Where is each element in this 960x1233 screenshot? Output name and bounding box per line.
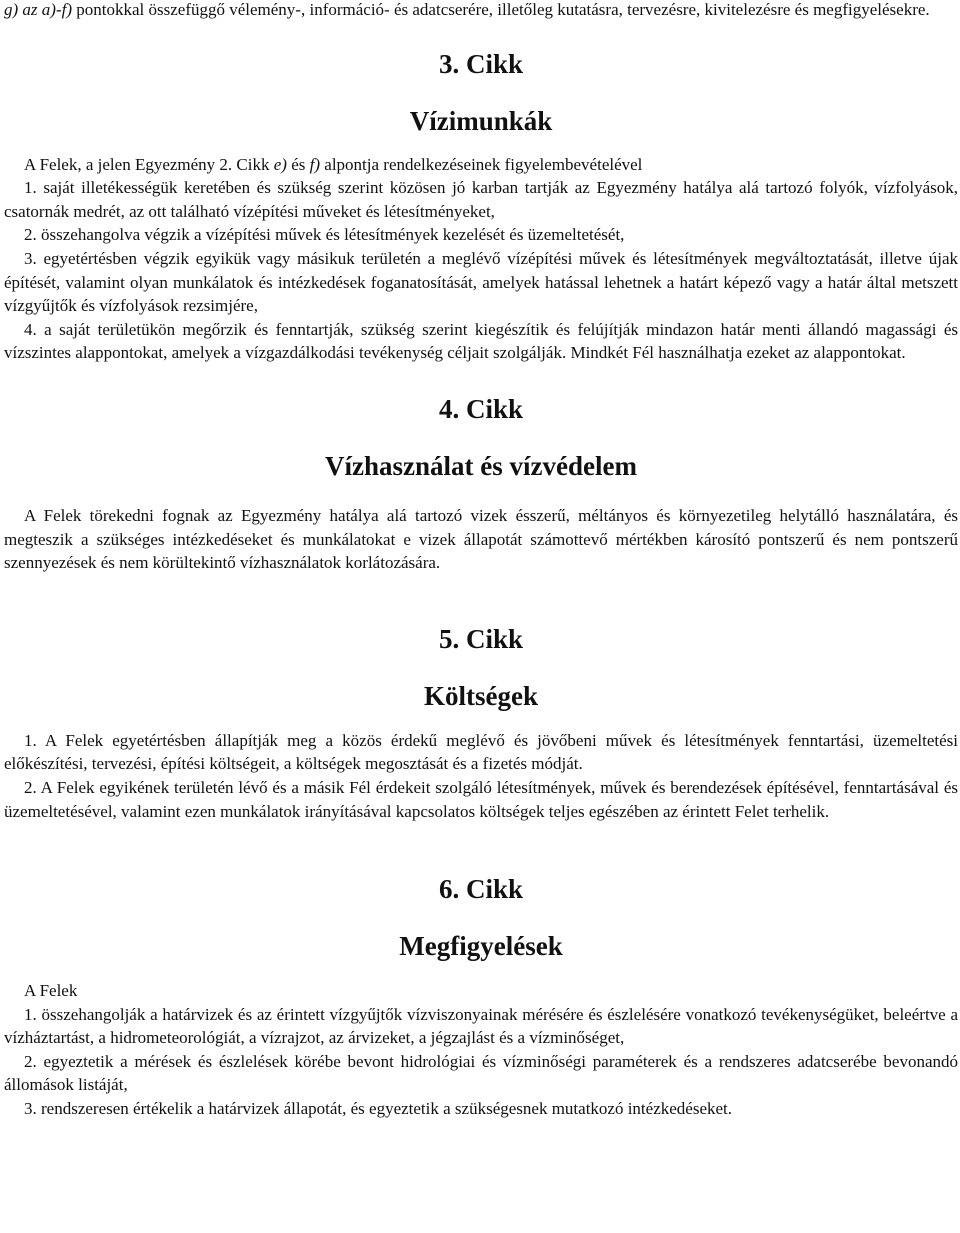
article-3-item-3: 3. egyetértésben végzik egyikük vagy másikuk területén a meglévő vízépítési művek és létesítmények megváltoztatását, illetve újak építését, valamint olyan munkálatok és intézkedések foganatosítását, amelyek hatással lehetnek a határt képező vagy a határ által metszett vízgyűjtők és vízfolyások rezsimjére, bbox=[4, 248, 958, 316]
article-4-body: A Felek törekedni fognak az Egyezmény hatálya alá tartozó vizek ésszerű, méltányos és környezetileg helytálló használatára, és megteszik a szükséges intézkedéseket és munkálatokat e vizek állapotát számottevő mértékben károsító pontszerű és nem pontszerű szennyezések és nem körültekintő vízhasználatok korlátozására. bbox=[4, 505, 958, 573]
article-6-number: 6. Cikk bbox=[438, 874, 524, 905]
article-4-number: 4. Cikk bbox=[438, 393, 524, 424]
article-5-item-1: 1. A Felek egyetértésben állapítják meg a közös érdekű meglévő és jövőbeni művek és létesítmények fenntartási, üzemeltetési előkészítési, tervezési, építési költségeit, a költségek megosztását és a fizetés módját. bbox=[4, 730, 958, 774]
article-5-title: Költségek bbox=[424, 680, 538, 711]
article-3-lead-rest: alpontja rendelkezéseinek figyelembevételével bbox=[324, 154, 643, 174]
intro-text: pontokkal összefüggő vélemény-, információ- és adatcserére, illetőleg kutatásra, tervezésre, kivitelezésre és megfigyelésekre. bbox=[76, 0, 930, 19]
article-3-lead-e: e) bbox=[273, 154, 287, 174]
article-6-lead: A Felek bbox=[24, 981, 78, 1001]
article-3-lead-and: és bbox=[291, 154, 306, 174]
article-5-number: 5. Cikk bbox=[438, 623, 524, 654]
intro-paragraph bbox=[4, 0, 958, 22]
article-3-item-2: 2. összehangolva végzik a vízépítési művek és létesítmények kezelését és üzemeltetését, bbox=[24, 225, 625, 245]
article-6-title: Megfigyelések bbox=[399, 931, 563, 962]
article-5-item-2: 2. A Felek egyikének területén lévő és a másik Fél érdekeit szolgáló létesítmények, művek és berendezések építésével, fenntartásával és üzemeltetésével, valamint ezen munkálatok irányításával kapcsolatos költségek teljes egészében az érintett Felet terhelik. bbox=[4, 777, 958, 821]
article-6-item-1: 1. összehangolják a határvizek és az érintett vízgyűjtők vízviszonyainak mérésére és észlelésére vonatkozó tevékenységüket, beleértve a vízháztartást, a hidrometeorológiát, a vízrajzot, az árvizeket, a jégzajlást és a vízminőséget, bbox=[4, 1004, 958, 1048]
article-3-item-1: 1. saját illetékességük keretében és szükség szerint közösen jó karban tartják az Egyezmény hatálya alá tartozó folyók, vízfolyások, csatornák medrét, az ott található vízépítési műveket és létesítményeket, bbox=[4, 178, 958, 221]
intro-ref-af: a)-f) bbox=[41, 0, 72, 19]
article-3-number: 3. Cikk bbox=[438, 48, 524, 79]
article-4-title: Vízhasználat és vízvédelem bbox=[325, 450, 637, 481]
article-3-title: Vízimunkák bbox=[409, 105, 553, 136]
article-6-item-2: 2. egyeztetik a mérések és észlelések körébe bevont hidrológiai és vízminőségi paraméterek és a rendszeres adatcserébe bevonandó állomások listáját, bbox=[4, 1051, 958, 1095]
intro-ref-g: g) az bbox=[4, 0, 38, 19]
article-3-lead-f: f) bbox=[309, 154, 321, 174]
article-3-lead bbox=[4, 153, 958, 177]
article-3-lead-text: A Felek, a jelen Egyezmény 2. Cikk bbox=[24, 154, 270, 174]
article-3-item-4: 4. a saját területükön megőrzik és fenntartják, szükség szerint kiegészítik és felújítják mindazon határ menti állandó magassági és vízszintes alappontokat, amelyek a vízgazdálkodási tevékenység céljait szolgálják. Mindkét Fél használhatja ezeket az alappontokat. bbox=[4, 319, 958, 363]
article-6-item-3: 3. rendszeresen értékelik a határvizek állapotát, és egyeztetik a szükségesnek mutatkozó intézkedéseket. bbox=[24, 1099, 733, 1119]
